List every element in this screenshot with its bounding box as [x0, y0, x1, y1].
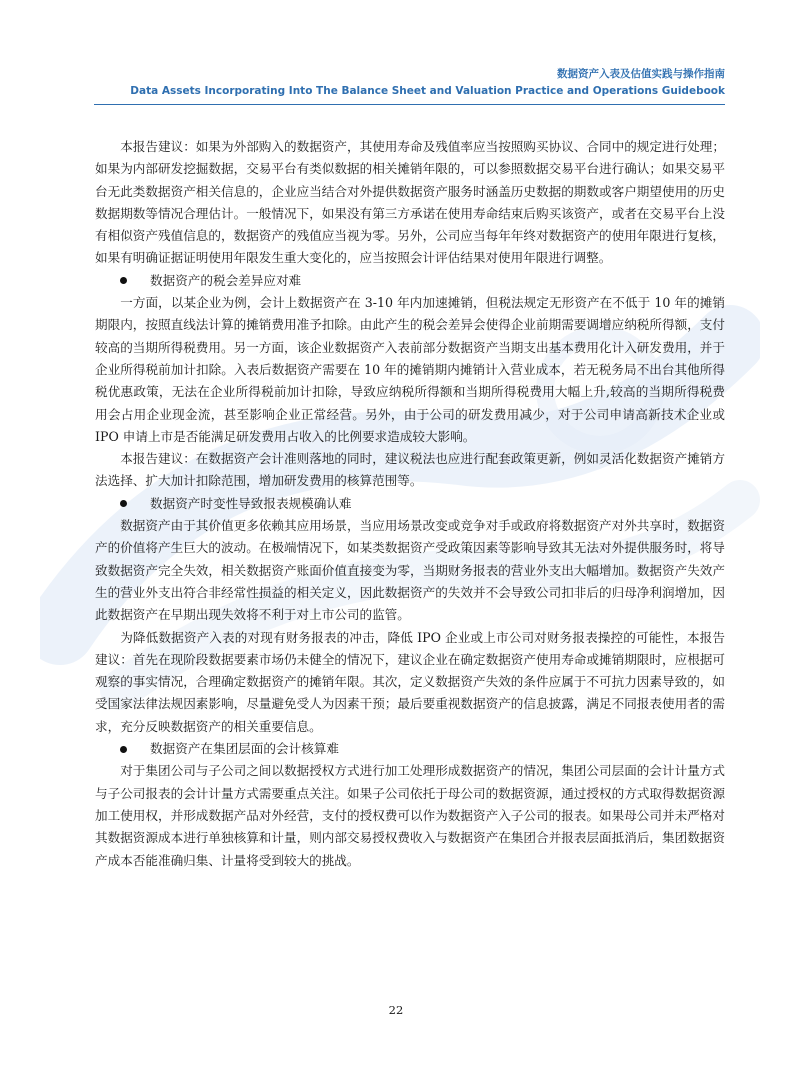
paragraph-group-accounting: 对于集团公司与子公司之间以数据授权方式进行加工处理形成数据资产的情况，集团公司层面的会计计量方式与子公司报表的会计计量方式需要重点关注。如果子公司依托于母公司的数据资源，通过授权的方式取得数据资源加工使用权，并形成数据产品对外经营，支付的授权费可以作为数据资产入子公司的报表。如果母公司并未严格对其数据资源成本进行单独核算和计量，则内部交易授权费收入与数据资产在集团合并报表层面抵消后，集团数据资产成本否能准确归集、计量将受到较大的挑战。: [95, 763, 725, 868]
paragraph-time-variance: 数据资产由于其价值更多依赖其应用场景，当应用场景改变或竞争对手或政府将数据资产对外共享时，数据资产的价值将产生巨大的波动。在极端情况下，如某类数据资产受政策因素等影响导致其无法对外提供服务时，将导致数据资产完全失效，相关数据资产账面价值直接变为零，当期财务报表的营业外支出大幅增加。数据资产失效产生的营业外支出符合非经常性损益的相关定义，因此数据资产的失效并不会导致公司扣非后的归母净利润增加，因此数据资产在早期出现失效将不利于对上市公司的监管。: [95, 518, 725, 623]
paragraph-useful-life-advice: 本报告建议：如果为外部购入的数据资产，其使用寿命及残值率应当按照购买协议、合同中的规定进行处理；如果为内部研发挖掘数据，交易平台有类似数据的相关摊销年限的，可以参照数据交易平台进行确认；如果交易平台无此类数据资产相关信息的，企业应当结合对外提供数据资产服务时涵盖历史数据的期数或客户期望使用的历史数据期数等情况合理估计。一般情况下，如果没有第三方承诺在使用寿命结束后购买该资产，或者在交易平台上没有相似资产残值信息的，数据资产的残值应当视为零。另外，公司应当每年年终对数据资产的使用年限进行复核，如果有明确证据证明使用年限发生重大变化的，应当按照会计评估结果对使用年限进行调整。: [95, 139, 725, 266]
bullet-heading: 数据资产时变性导致报表规模确认难: [150, 495, 352, 511]
running-header: [130, 66, 725, 100]
bullet-dot-icon: [120, 746, 127, 753]
header-title-en: Data Assets Incorporating Into The Balance Sheet and Valuation Practice and Operations Guidebook: [130, 85, 725, 97]
page-number: 22: [388, 1003, 404, 1017]
bullet-heading: 数据资产在集团层面的会计核算难: [150, 741, 339, 757]
bullet-tax-difference: [95, 270, 725, 292]
page-body: [95, 136, 725, 872]
paragraph-tax-advice: 本报告建议：在数据资产会计准则落地的同时，建议税法也应进行配套政策更新，例如灵活化数据资产摊销方法选择、扩大加计扣除范围，增加研发费用的核算范围等。: [95, 451, 725, 489]
bullet-dot-icon: [120, 277, 127, 284]
paragraph-time-variance-advice: 为降低数据资产入表的对现有财务报表的冲击，降低 IPO 企业或上市公司对财务报表操控的可能性，本报告建议：首先在现阶段数据要素市场仍未健全的情况下，建议企业在确定数据资产使用寿命或摊销期限时，应根据可观察的事实情况，合理确定数据资产的摊销年限。其次，定义数据资产失效的条件应属于不可抗力因素导致的，如受国家法律法规因素影响，尽量避免受人为因素干预；最后要重视数据资产的信息披露，满足不同报表使用者的需求，充分反映数据资产的相关重要信息。: [95, 629, 725, 734]
bullet-dot-icon: [120, 500, 127, 507]
header-title-cn: 数据资产入表及估值实践与操作指南: [557, 68, 725, 80]
bullet-group-accounting: [95, 738, 725, 760]
bullet-heading: 数据资产的税会差异应对难: [150, 272, 302, 288]
header-divider: [94, 104, 725, 105]
bullet-time-variance: [95, 493, 725, 515]
paragraph-tax-difference: 一方面，以某企业为例，会计上数据资产在 3-10 年内加速摊销，但税法规定无形资产在不低于 10 年的摊销期限内，按照直线法计算的摊销费用准予扣除。由此产生的税会差异会使得企业前期需要调增应纳税所得额，支付较高的当期所得税费用。另一方面，该企业数据资产入表前部分数据资产当期支出基本费用化计入研发费用，并于企业所得税前加计扣除。入表后数据资产需要在 10 年的摊销期内摊销计入营业成本，若无税务局不出台其他所得税优惠政策，无法在企业所得税前加计扣除，导致应纳税所得额和当期所得税费用大幅上升,较高的当期所得税费用会占用企业现金流，甚至影响企业正常经营。另外，由于公司的研发费用减少，对于公司申请高新技术企业或 IPO 申请上市是否能满足研发费用占收入的比例要求造成较大影响。: [95, 295, 725, 444]
